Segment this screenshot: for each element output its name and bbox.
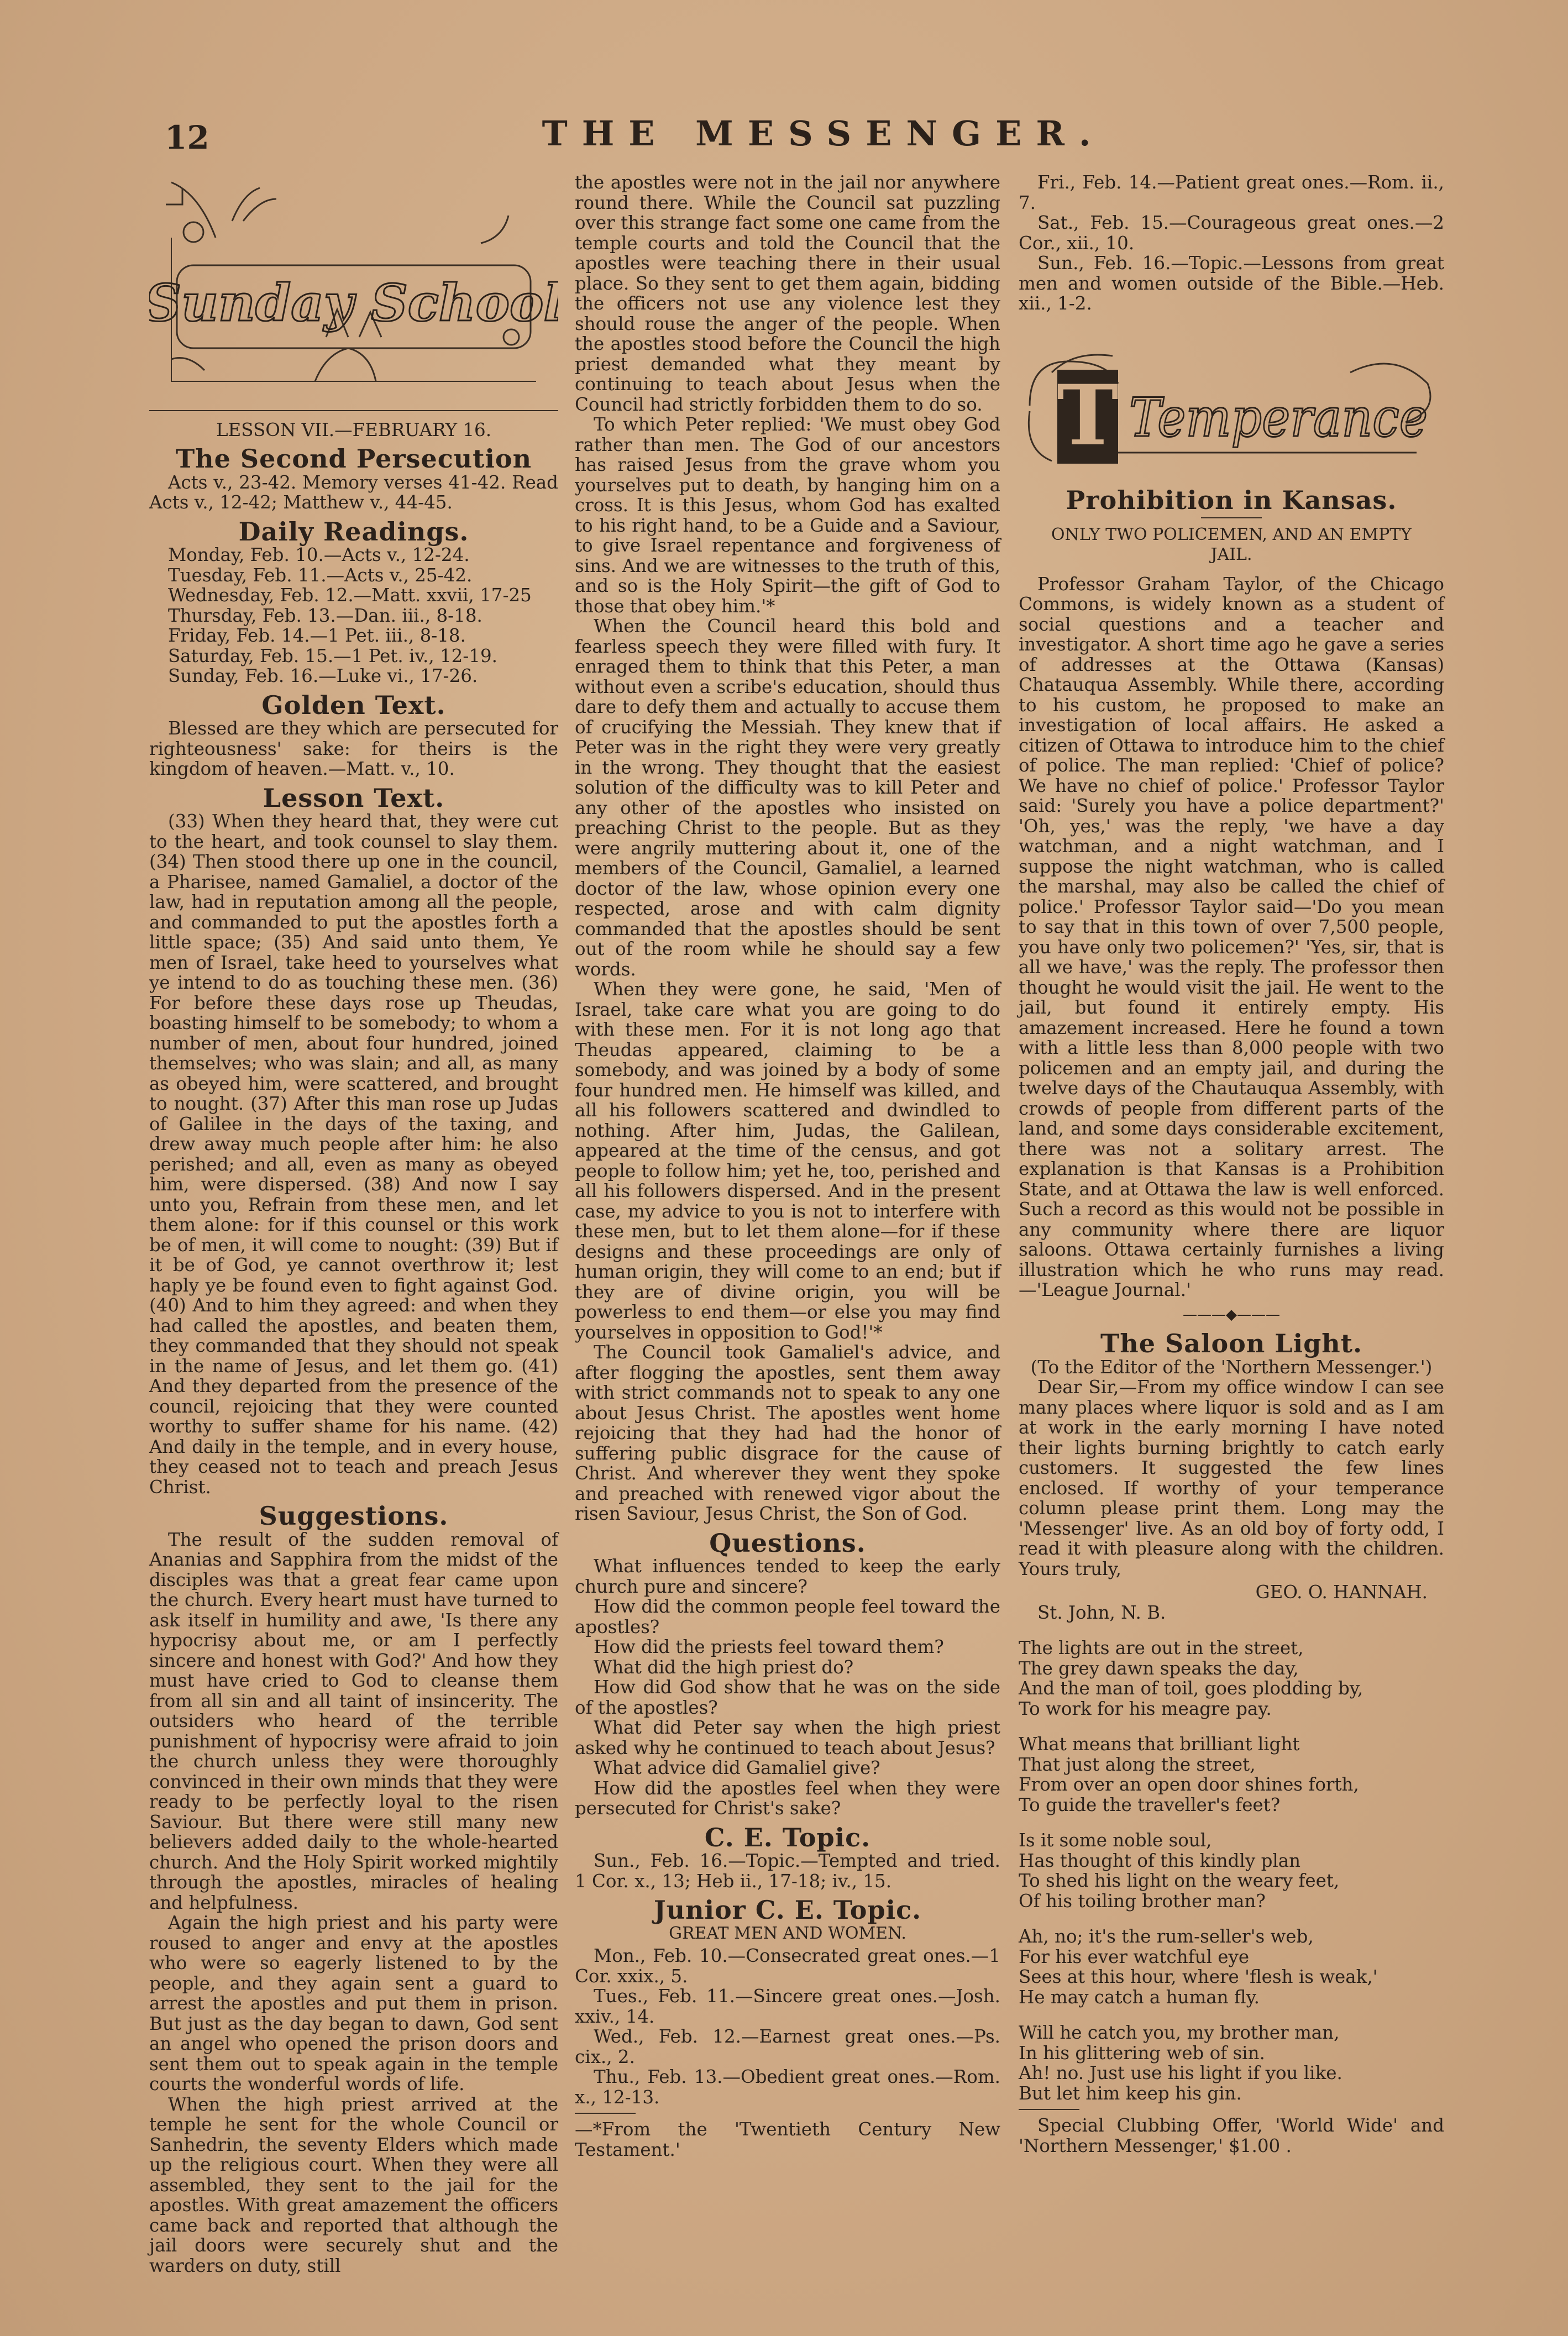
- poem-line: For his ever watchful eye: [1019, 1946, 1250, 1967]
- list-item: Friday, Feb. 14.—1 Pet. iii., 8-18.: [168, 625, 466, 646]
- saloon-heading: The Saloon Light.: [1100, 1329, 1362, 1358]
- poem-line: To guide the traveller's feet?: [1019, 1794, 1281, 1815]
- lesson-title: The Second Persecution: [175, 444, 532, 474]
- poem-line: But let him keep his gin.: [1019, 2082, 1242, 2104]
- poem-line: He may catch a human fly.: [1019, 1986, 1260, 2008]
- list-item: How did the common people feel toward the apostles?: [575, 1596, 1000, 1637]
- letter-place: St. John, N. B.: [1037, 1602, 1166, 1623]
- poem-line: Has thought of this kindly plan: [1019, 1850, 1301, 1871]
- poem-stanza: [1019, 1638, 1444, 1719]
- questions-list: [575, 1556, 1000, 1819]
- poem-line: The grey dawn speaks the day,: [1019, 1657, 1299, 1679]
- junior-ce-list: [575, 1946, 1000, 2107]
- list-item: Fri., Feb. 14.—Patient great ones.—Rom. ii., 7.: [1019, 172, 1444, 213]
- list-item: Monday, Feb. 10.—Acts v., 12-24.: [168, 544, 470, 565]
- poem-line: Ah, no; it's the rum-seller's web,: [1019, 1926, 1314, 1947]
- masthead-title: THE MESSENGER.: [542, 113, 1105, 154]
- temperance-ornament-icon: [1019, 339, 1444, 477]
- story-paragraph: When they were gone, he said, 'Men of Israel, take care what you are going to do with these men. For it is not long ago that Theudas appeared, claiming to be a somebody, and was joined by a body of some four hundred men. He himself was killed, and all his followers scattered and dwindled to nothing. After him, Judas, the Galilean, appeared at the time of the census, and got people to follow him; yet he, too, perished and all his followers dispersed. And in the present case, my advice to you is not to interfere with these men, but to let them alone—for if these designs and these proceedings are only of human origin, they will come to an end; but if they are of divine origin, you will be powerless to end them—or else you may find yourselves in opposition to God!'*: [575, 979, 1000, 1343]
- page-number: 12: [165, 119, 209, 156]
- list-item: What influences tended to keep the early church pure and sincere?: [575, 1556, 1000, 1597]
- saloon-addressee: (To the Editor of the 'Northern Messenger.'): [1030, 1356, 1433, 1378]
- suggestions-paragraph: Again the high priest and his party were roused to anger and envy at the apostles who were so eagerly listened to by the people, and they again sent a guard to arrest the apostles and put them in prison. But just as the day began to dawn, God sent an angel who opened the prison doors and sent them out to speak again in the temple courts the wonderful words of life.: [149, 1912, 558, 2094]
- list-item: Tues., Feb. 11.—Sincere great ones.—Josh. xxiv., 14.: [575, 1986, 1000, 2027]
- lesson-number: LESSON VII.—FEBRUARY 16.: [216, 419, 492, 440]
- signature: GEO. O. HANNAH.: [1255, 1582, 1428, 1603]
- divider: [1019, 2109, 1079, 2110]
- clubbing-offer: Special Clubbing Offer, 'World Wide' and 'Northern Messenger,' $1.00 .: [1019, 2115, 1444, 2156]
- lesson-text-heading: Lesson Text.: [263, 783, 445, 813]
- prohibition-heading: Prohibition in Kansas.: [1066, 485, 1397, 515]
- poem-line: What means that brilliant light: [1019, 1734, 1300, 1755]
- list-item: Sat., Feb. 15.—Courageous great ones.—2 Cor., xii., 10.: [1019, 212, 1444, 254]
- poem-line: The lights are out in the street,: [1019, 1637, 1304, 1658]
- list-item: Thu., Feb. 13.—Obedient great ones.—Rom. x., 12-13.: [575, 2066, 1000, 2108]
- prohibition-subheading: ONLY TWO POLICEMEN, AND AN EMPTY JAIL.: [1051, 524, 1412, 564]
- daily-readings-list: [149, 545, 558, 686]
- divider: [149, 410, 558, 411]
- poem-line: Ah! no. Just use his light if you like.: [1019, 2062, 1342, 2083]
- lesson-refs: Acts v., 23-42. Memory verses 41-42. Read Acts v., 12-42; Matthew v., 44-45.: [149, 471, 558, 513]
- ce-topic-text: Sun., Feb. 16.—Topic.—Tempted and tried. 1 Cor. x., 13; Heb ii., 17-18; iv., 15.: [575, 1850, 1000, 1892]
- column-3: [1019, 172, 1444, 2156]
- list-item: Wed., Feb. 12.—Earnest great ones.—Ps. cix., 2.: [575, 2026, 1000, 2067]
- junior-ce-heading: Junior C. E. Topic.: [653, 1895, 922, 1925]
- questions-heading: Questions.: [709, 1527, 866, 1558]
- prohibition-text: Professor Graham Taylor, of the Chicago Commons, is widely known as a student of social questions and a teacher and investigator. A short time ago he gave a series of addresses at the Ottawa (Kansas) Chatauqua Assembly. While there, according to his custom, he proposed to make an investigation of local affairs. He asked a citizen of Ottawa to introduce him to the chief of police. The man replied: 'Chief of police? We have no chief of police.' Professor Taylor said: 'Surely you have a police department?' 'Oh, yes,' was the reply, 'we have a day watchman, and a night watchman, and I suppose the night watchman, who is called the marshal, may also be called the chief of police.' Professor Taylor said—'Do you mean to say that in this town of over 7,500 people, you have only two policemen?' 'Yes, sir, that is all we have,' was the reply. The professor then thought he would visit the jail. He went to the jail, but found it entirely empty. His amazement increased. Here he found a town with a little less than 8,000 people with two policemen and an empty jail, and during the twelve days of the Chautauqua Assembly, with crowds of people from different parts of the land, and some days considerable excitement, there was not a solitary arrest. The explanation is that Kansas is a Prohibition State, and at Ottawa the law is well enforced. Such a record as this would not be possible in any community where there are liquor saloons. Ottawa certainly furnishes a living illustration which he who runs may read.—'League Journal.': [1019, 573, 1444, 1300]
- list-item: Sun., Feb. 16.—Topic.—Lessons from great men and women outside of the Bible.—Heb. xii., 1-2.: [1019, 253, 1444, 314]
- divider: [575, 2113, 636, 2114]
- poem-line: To work for his meagre pay.: [1019, 1698, 1272, 1719]
- suggestions-heading: Suggestions.: [259, 1501, 449, 1531]
- poem-stanza: [1019, 1926, 1444, 2007]
- divider: [1201, 517, 1262, 518]
- list-item: Mon., Feb. 10.—Consecrated great ones.—1 Cor. xxix., 5.: [575, 1945, 1000, 1987]
- list-item: What did Peter say when the high priest asked why he continued to teach about Jesus?: [575, 1717, 1000, 1758]
- ornament-divider-icon: ———◆———: [1183, 1306, 1280, 1323]
- story-paragraph: When the Council heard this bold and fearless speech they were filled with fury. It enraged them to think that this Peter, a man without even a scribe's education, should thus dare to defy them and actually to accuse them of crucifying the Messiah. They knew that if Peter was in the right they were very greatly in the wrong. They thought that the easiest solution of the difficulty was to kill Peter and any other of the apostles who insisted on preaching Christ to the people. But as they were angrily muttering about it, one of the members of the Council, Gamaliel, a learned doctor of the law, whose opinion every one respected, arose and with calm dignity commanded that the apostles should be sent out of the room while he should say a few words.: [575, 616, 1000, 980]
- list-item: How did the priests feel toward them?: [594, 1636, 944, 1657]
- temperance-banner-text: Temperance: [1129, 386, 1428, 449]
- list-item: How did God show that he was on the side of the apostles?: [575, 1677, 1000, 1718]
- poem-line: Sees at this hour, where 'flesh is weak,': [1019, 1966, 1378, 1987]
- poem-line: In his glittering web of sin.: [1019, 2042, 1265, 2064]
- lesson-text: (33) When they heard that, they were cut to the heart, and took counsel to slay them. (34) Then stood there up one in the council, a Pharisee, named Gamaliel, a doctor of the law, had in reputation among all the people, and commanded to put the apostles forth a little space; (35) And said unto them, Ye men of Israel, take heed to yourselves what ye intend to do as touching these men. (36) For before these days rose up Theudas, boasting himself to be somebody; to whom a number of men, about four hundred, joined themselves; who was slain; and all, as many as obeyed him, were scattered, and brought to nought. (37) After this man rose up Judas of Galilee in the days of the taxing, and drew away much people after him: he also perished; and all, even as many as obeyed him, were dispersed. (38) And now I say unto you, Refrain from these men, and let them alone: for if this counsel or this work be of men, it will come to nought: (39) But if it be of God, ye cannot overthrow it; lest haply ye be found even to fight against God. (40) And to him they agreed: and when they had called the apostles, and beaten them, they commanded that they should not speak in the name of Jesus, and let them go. (41) And they departed from the presence of the council, rejoicing that they were counted worthy to suffer shame for his name. (42) And daily in the temple, and in every house, they ceased not to teach and preach Jesus Christ.: [149, 811, 558, 1498]
- junior-ce-list-continued: [1019, 172, 1444, 314]
- poem-line: Is it some noble soul,: [1019, 1830, 1212, 1851]
- list-item: Tuesday, Feb. 11.—Acts v., 25-42.: [168, 564, 473, 586]
- footnote: —*From the 'Twentieth Century New Testament.': [575, 2119, 1000, 2160]
- temperance-banner: [1019, 339, 1444, 482]
- poem-line: Will he catch you, my brother man,: [1019, 2022, 1340, 2043]
- suggestions-paragraph: When the high priest arrived at the temple he sent for the whole Council or Sanhedrin, the seventy Elders which made up the religious court. When they were all assembled, they sent to the jail for the apostles. With great amazement the officers came back and reported that although the jail doors were securely shut and the warders on duty, still: [149, 2093, 558, 2276]
- suggestions-paragraph: The result of the sudden removal of Ananias and Sapphira from the midst of the disciples was that a great fear came upon the church. Every heart must have turned to ask itself in humility and awe, 'Is there any hypocrisy about me, or am I perfectly sincere and honest with God?' And how they must have cried to God to cleanse them from all sin and all taint of insincerity. The outsiders who heard of the terrible punishment of hypocrisy were afraid to join the church unless they were thoroughly convinced in their own minds that they were ready to be perfectly loyal to the risen Saviour. But there were still many new believers added daily to the whole-hearted church. And the Holy Spirit worked mightily through the apostles, miracles of healing and helpfulness.: [149, 1529, 558, 1913]
- list-item: What advice did Gamaliel give?: [594, 1757, 880, 1778]
- poem-stanza: [1019, 2023, 1444, 2103]
- list-item: How did the apostles feel when they were persecuted for Christ's sake?: [575, 1777, 1000, 1819]
- poem-line: From over an open door shines forth,: [1019, 1774, 1359, 1795]
- svg-text:T: T: [1057, 366, 1119, 464]
- golden-text: Blessed are they which are persecuted for righteousness' sake: for theirs is the kingdom of heaven.—Matt. v., 10.: [149, 718, 558, 779]
- column-2: [575, 172, 1000, 2160]
- daily-readings-heading: Daily Readings.: [238, 516, 469, 547]
- sunday-school-banner-text: Sunday School: [149, 273, 558, 333]
- golden-text-heading: Golden Text.: [261, 690, 446, 720]
- list-item: What did the high priest do?: [594, 1656, 854, 1678]
- ce-topic-heading: C. E. Topic.: [704, 1822, 871, 1852]
- saloon-letter: Dear Sir,—From my office window I can see many places where liquor is sold and as I am at work in the early morning I have noted their lights burning brightly to catch early customers. It suggested the few lines enclosed. If worthy of your temperance column please print them. Long may the 'Messenger' live. As an old boy of forty odd, I read it with pleasure along with the children. Yours truly,: [1019, 1377, 1444, 1579]
- poem-line: And the man of toil, goes plodding by,: [1019, 1678, 1364, 1699]
- sunday-school-ornament-icon: [149, 171, 558, 403]
- poem-stanza: [1019, 1734, 1444, 1815]
- list-item: Sunday, Feb. 16.—Luke vi., 17-26.: [168, 665, 478, 686]
- poem-line: To shed his light on the weary feet,: [1019, 1870, 1340, 1891]
- column-1: [149, 166, 558, 2276]
- junior-ce-subheading: GREAT MEN AND WOMEN.: [669, 1923, 906, 1943]
- list-item: Wednesday, Feb. 12.—Matt. xxvii, 17-25: [168, 585, 532, 606]
- sunday-school-banner: [149, 171, 558, 408]
- list-item: Saturday, Feb. 15.—1 Pet. iv., 12-19.: [168, 645, 497, 666]
- poem-stanza: [1019, 1830, 1444, 1911]
- story-paragraph: To which Peter replied: 'We must obey God rather than men. The God of our ancestors has raised Jesus from the grave whom you yourselves put to death, by hanging him on a cross. It is this Jesus, whom God has exalted to his right hand, to be a Guide and a Saviour, to give Israel repentance and forgiveness of sins. And we are witnesses to the truth of this, and so is the Holy Spirit—the gift of God to those that obey him.'*: [575, 414, 1000, 617]
- list-item: Thursday, Feb. 13.—Dan. iii., 8-18.: [168, 605, 483, 626]
- story-paragraph: the apostles were not in the jail nor anywhere round there. While the Council sat puzzling over this strange fact some one came from the temple courts and told the Council that the apostles were teaching there in their usual place. So they sent to get them again, bidding the officers not use any violence lest they should rouse the anger of the people. When the apostles stood before the Council the high priest demanded what they meant by continuing to teach about Jesus when the Council had strictly forbidden them to do so.: [575, 172, 1000, 415]
- poem-line: Of his toiling brother man?: [1019, 1890, 1266, 1912]
- poem-line: That just along the street,: [1019, 1754, 1256, 1775]
- story-paragraph: The Council took Gamaliel's advice, and after flogging the apostles, sent them away with strict commands not to speak to any one about Jesus Christ. The apostles went home rejoicing that they had had the honor of suffering public disgrace for the cause of Christ. And wherever they went they spoke and preached with renewed vigor about the risen Saviour, Jesus Christ, the Son of God.: [575, 1342, 1000, 1524]
